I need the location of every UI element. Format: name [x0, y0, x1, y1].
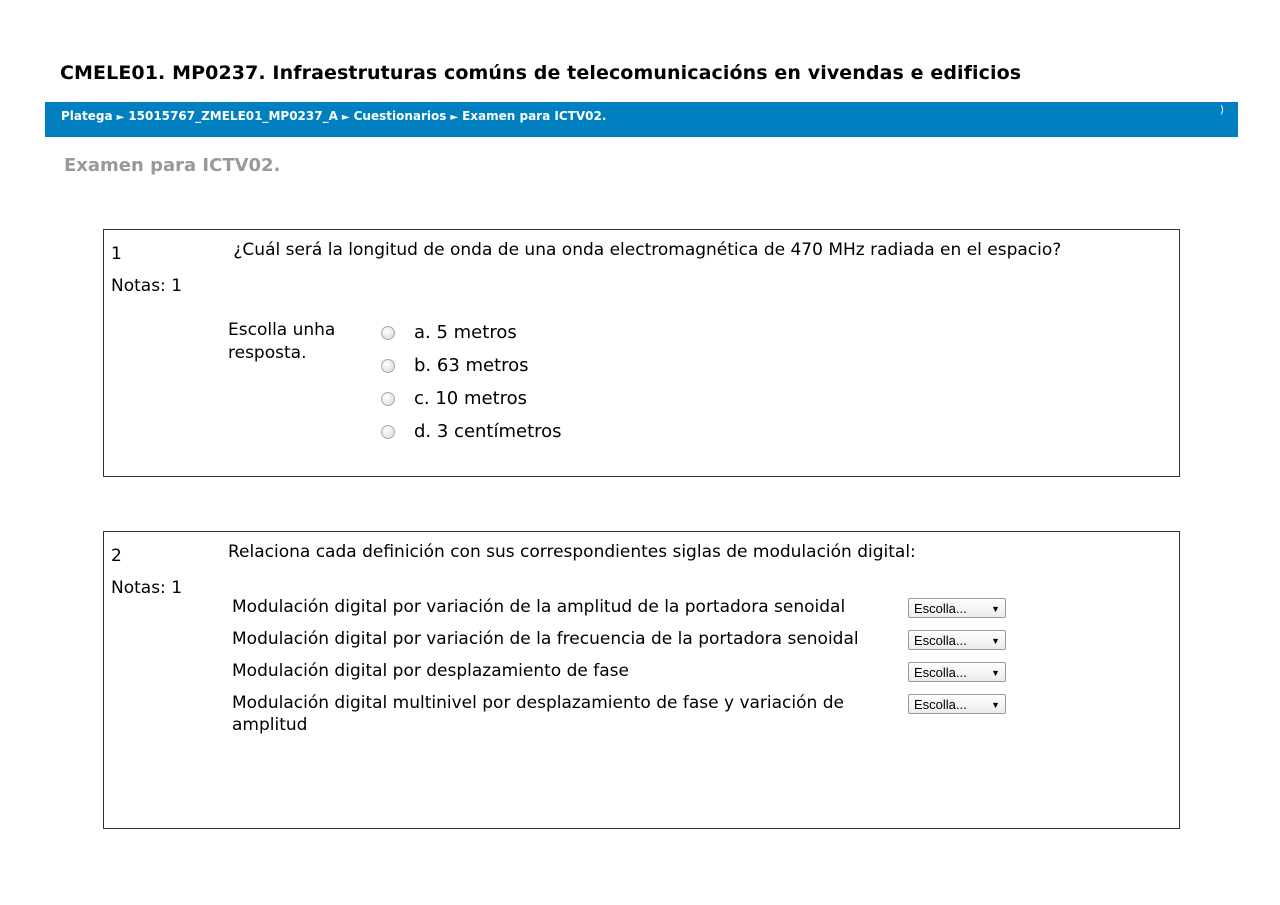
select-value: Escolla...: [914, 633, 967, 648]
breadcrumb-item-current: Examen para ICTV02.: [462, 109, 607, 123]
answer-label: c. 10 metros: [414, 388, 528, 409]
breadcrumb-separator-icon: ►: [116, 112, 125, 123]
select-value: Escolla...: [914, 601, 967, 616]
breadcrumb-item-platega[interactable]: Platega: [61, 109, 113, 123]
answer-option-d[interactable]: [381, 415, 562, 448]
question-number: 2: [111, 546, 122, 566]
page-title: Examen para ICTV02.: [64, 155, 281, 176]
match-row: [232, 660, 1022, 682]
breadcrumb-item-quizzes[interactable]: Cuestionarios: [353, 109, 447, 123]
match-row: [232, 596, 1022, 618]
breadcrumb-item-course[interactable]: 15015767_ZMELE01_MP0237_A: [128, 109, 338, 123]
breadcrumb: [61, 109, 606, 123]
question-info: [111, 238, 182, 302]
answer-option-c[interactable]: [381, 382, 562, 415]
breadcrumb-separator-icon: ►: [450, 112, 459, 123]
match-rows: [232, 596, 1022, 746]
match-select[interactable]: [908, 598, 1006, 618]
match-label: Modulación digital por variación de la frecuencia de la portadora senoidal: [232, 629, 859, 649]
answer-label: d. 3 centímetros: [414, 421, 562, 442]
answer-option-a[interactable]: [381, 316, 562, 349]
radio-button[interactable]: [381, 326, 395, 340]
match-select[interactable]: [908, 662, 1006, 682]
dropdown-arrow-icon: ▼: [991, 700, 1000, 710]
dropdown-arrow-icon: ▼: [991, 604, 1000, 614]
question-grade: Notas: 1: [111, 276, 183, 296]
course-title: CMELE01. MP0237. Infraestruturas comúns de telecomunicacións en vivendas e edificios: [60, 62, 1022, 84]
match-row: [232, 628, 1022, 650]
navbar: [45, 102, 1238, 137]
question-number: 1: [111, 244, 122, 264]
dropdown-arrow-icon: ▼: [991, 636, 1000, 646]
question-text: Relaciona cada definición con sus correspondientes siglas de modulación digital:: [228, 542, 916, 562]
answer-label: a. 5 metros: [414, 322, 517, 343]
dropdown-arrow-icon: ▼: [991, 668, 1000, 678]
match-label: Modulación digital por desplazamiento de fase: [232, 661, 629, 681]
navbar-paren: ): [1219, 103, 1224, 116]
question-info: [111, 540, 182, 604]
match-select[interactable]: [908, 630, 1006, 650]
select-value: Escolla...: [914, 697, 967, 712]
breadcrumb-separator-icon: ►: [341, 112, 350, 123]
match-label: Modulación digital multinivel por desplazamiento de fase y variación de amplitud: [232, 693, 844, 735]
match-label: Modulación digital por variación de la amplitud de la portadora senoidal: [232, 597, 846, 617]
answer-prompt: Escolla unha resposta.: [228, 320, 336, 363]
question-2: [103, 531, 1180, 829]
answer-option-b[interactable]: [381, 349, 562, 382]
question-grade: Notas: 1: [111, 578, 183, 598]
radio-button[interactable]: [381, 359, 395, 373]
answer-label: b. 63 metros: [414, 355, 529, 376]
select-value: Escolla...: [914, 665, 967, 680]
radio-button[interactable]: [381, 425, 395, 439]
radio-button[interactable]: [381, 392, 395, 406]
match-select[interactable]: [908, 694, 1006, 714]
question-text: ¿Cuál será la longitud de onda de una onda electromagnética de 470 MHz radiada en el espacio?: [233, 240, 1062, 260]
match-row: [232, 692, 1022, 736]
answer-options: [381, 316, 562, 448]
question-1: [103, 229, 1180, 477]
